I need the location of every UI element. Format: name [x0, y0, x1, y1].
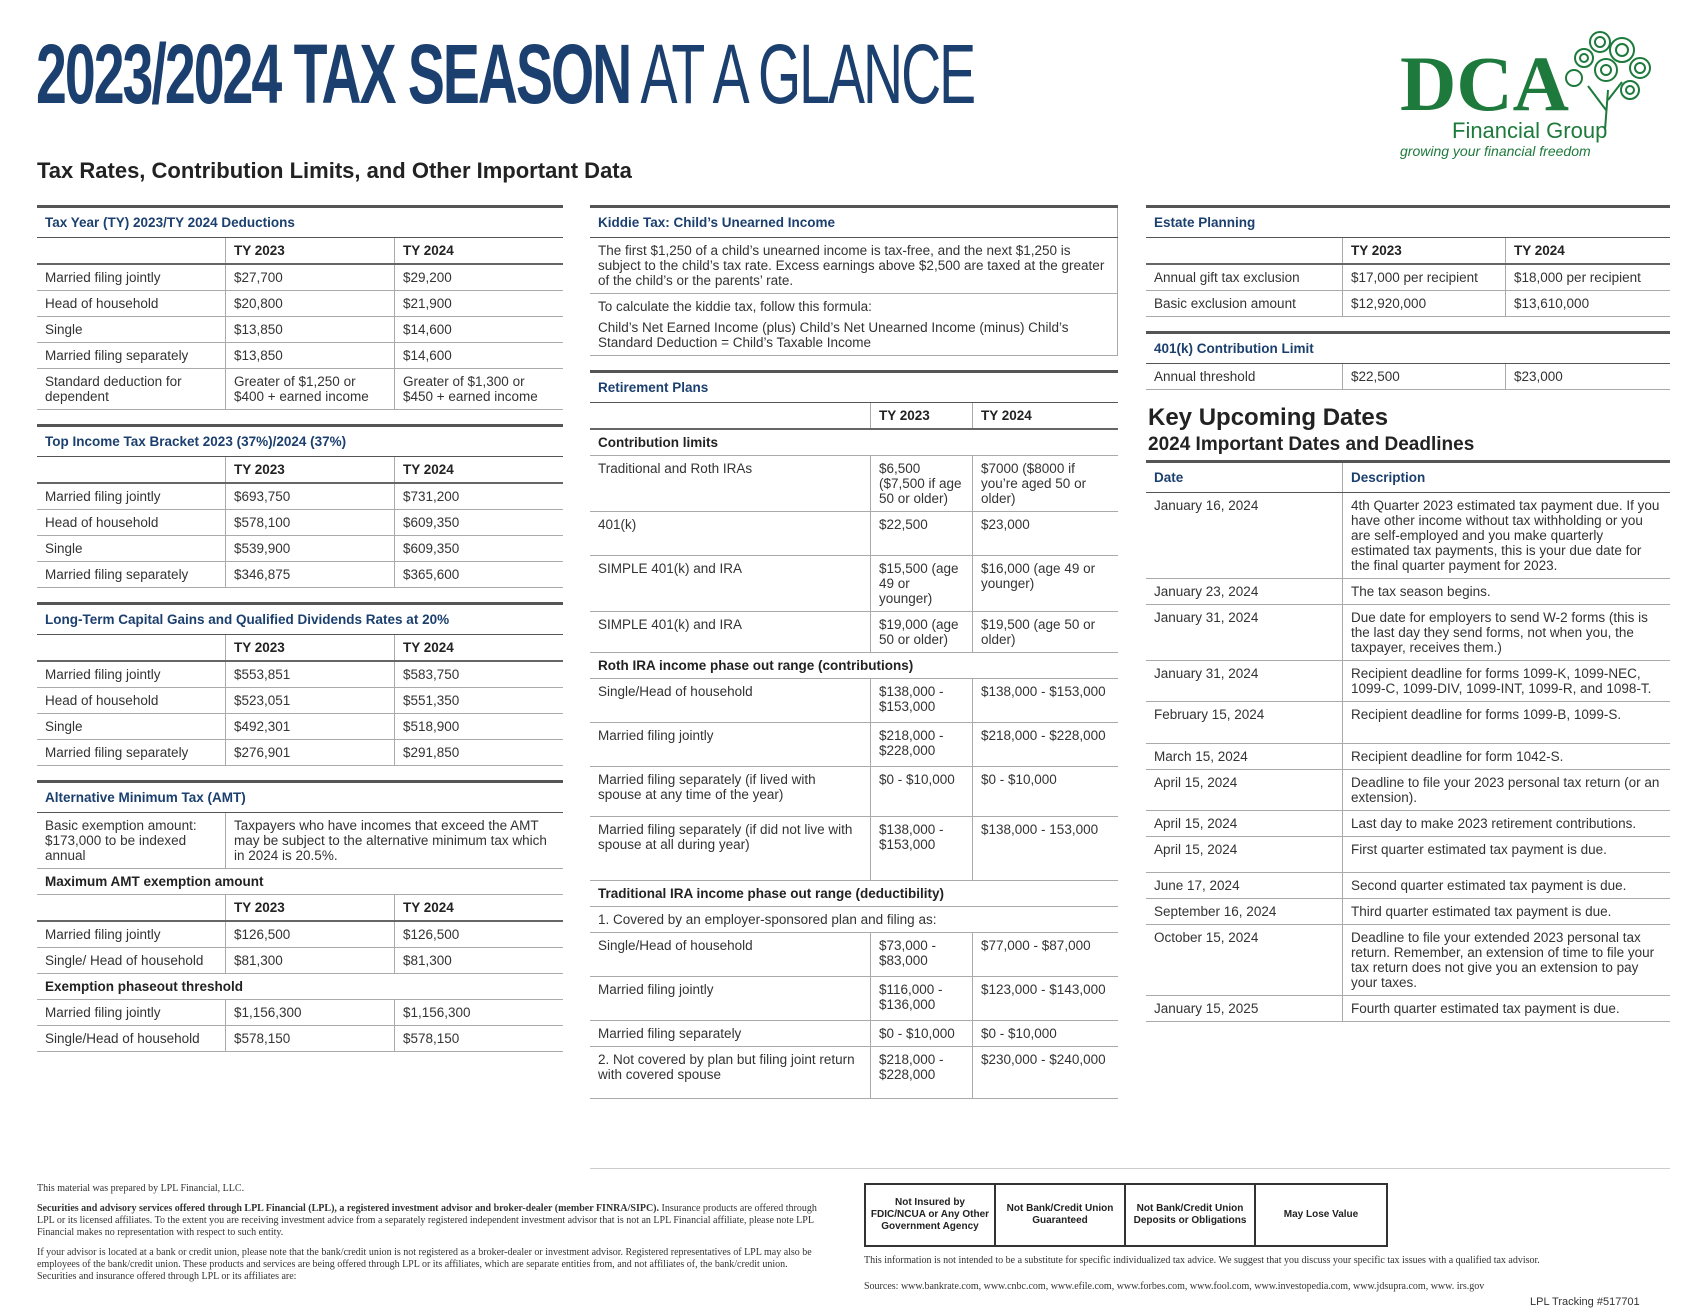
amt-heading: Alternative Minimum Tax (AMT) — [37, 782, 563, 813]
footer-left — [37, 1183, 827, 1291]
table-row: Single/Head of household $578,150 $578,150 — [37, 1026, 563, 1052]
estate-planning-table: Estate Planning TY 2023 TY 2024 Annual gift tax exclusion $17,000 per recipient $18,000 per recipient Basic exclusion amount $12,920,000 $13,610,000 — [1146, 205, 1670, 317]
amt-table: Alternative Minimum Tax (AMT) Basic exemption amount: $173,000 to be indexed annual Taxpayers who have incomes that exceed the AMT may be subject to the alternative minimum tax which in 2024 is 20.5%. Maximum AMT exemption amount TY 2023 TY 2024 Married filing jointly $126,500 $126,500 Single/ Head of household $81,300 $81,300 Exemption phaseout threshold Married filing jointly $1,156,300 $1,156,300 Single/Head of household $578,150 $578,150 — [37, 780, 563, 1052]
svg-text:growing your financial freedom: growing your financial freedom — [1400, 143, 1591, 159]
table-row: January 23, 2024 The tax season begins. — [1146, 579, 1670, 605]
tax-disclaimer: This information is not intended to be a substitute for specific individualized tax advice. We suggest that you discuss your specific tax issues with a qualified tax advisor. — [864, 1255, 1540, 1266]
table-row: 2. Not covered by plan but filing joint return with covered spouse $218,000 - $228,000 $230,000 - $240,000 — [590, 1047, 1118, 1099]
key-dates-subtitle: 2024 Important Dates and Deadlines — [1148, 434, 1475, 455]
401k-limit-table — [1146, 331, 1670, 390]
table-row: Head of household $20,800 $21,900 — [37, 291, 563, 317]
table-row: Married filing jointly $553,851 $583,750 — [37, 661, 563, 688]
estate-heading: Estate Planning — [1146, 207, 1670, 238]
table-row: Standard deduction for dependent Greater of $1,250 or $400 + earned income Greater of $1,300 or $450 + earned income — [37, 369, 563, 410]
table-row: Married filing separately $13,850 $14,600 — [37, 343, 563, 369]
badge-may-lose-value: May Lose Value — [1283, 1209, 1359, 1220]
table-row: Single/Head of household $73,000 - $83,000 $77,000 - $87,000 — [590, 933, 1118, 977]
table-row: Married filing jointly $218,000 - $228,000 $218,000 - $228,000 — [590, 723, 1118, 767]
footer-bank-note: If your advisor is located at a bank or credit union, please note that the bank/credit union is not registered as a broker-dealer or investment advisor. Registered representatives of LPL may also be employees of the bank/credit union. These products and services are being offered through LPL or its affiliates, which are separate entities from, and not affiliates of, the bank/credit union. Securities and insurance offered through LPL or its affiliates are: — [37, 1247, 812, 1282]
svg-text:Financial Group: Financial Group — [1452, 118, 1608, 143]
401k-heading: 401(k) Contribution Limit — [1146, 333, 1670, 364]
tracking-number: LPL Tracking #517701 — [1530, 1296, 1640, 1308]
kiddie-tax-table: Kiddie Tax: Child’s Unearned Income The first $1,250 of a child’s unearned income is tax-free, and the next $1,250 is subject to the child’s tax rate. Excess earnings above $2,500 are taxed at the greater of the child’s or the parents’ rate. To calculate the kiddie tax, follow this formula: Child’s Net Earned Income (plus) Child’s Net Unearned Income (minus) Child’s Standard Deduction = Child’s Taxable Income — [590, 205, 1118, 356]
retirement-table: Retirement Plans TY 2023 TY 2024 Contribution limits Traditional and Roth IRAs $6,500 ($7,500 if age 50 or older) $7000 ($8000 if you’re aged 50 or older) 401(k) $22,500 $23,000 SIMPLE 401(k) and IRA $15,500 (age 49 or younger) $16,000 (age 49 or younger) SIMPLE 401(k) and IRA $19,000 (age 50 or older) $19,500 (age 50 or older) Roth IRA income phase out range (contributions) Single/Head of household $138,000 - $153,000 $138,000 - $153,000 Married filing jointly $218,000 - $228,000 $218,000 - $228,000 Married filing separately (if lived with spouse at any time of the year) $0 - $10,000 $0 - $10,000 Married filing separately (if did not live with spouse at all during year) $138,000 - $153,000 $138,000 - 153,000 Traditional IRA income phase out range (deductibility) 1. Covered by an employer-sponsored plan and filing as: Single/Head of household $73,000 - $83,000 $77,000 - $87,000 Married filing jointly $116,000 - $136,000 $123,000 - $143,000 Married filing separately $0 - $10,000 $0 - $10,000 2. Not covered by plan but filing joint return with covered spouse $218,000 - $228,000 $230,000 - $240,000 — [590, 370, 1118, 1099]
deductions-table — [37, 205, 563, 410]
top-bracket-table: Top Income Tax Bracket 2023 (37%)/2024 (37%) TY 2023 TY 2024 Married filing jointly $693,750 $731,200 Head of household $578,100 $609,350 Single $539,900 $609,350 Married filing separately $346,875 $365,600 — [37, 424, 563, 588]
footer-prepared: This material was prepared by LPL Financial, LLC. — [37, 1183, 245, 1194]
table-row: Married filing jointly $693,750 $731,200 — [37, 483, 563, 510]
table-row: Annual gift tax exclusion $17,000 per recipient $18,000 per recipient — [1146, 264, 1670, 291]
capital-gains-heading: Long-Term Capital Gains and Qualified Dividends Rates at 20% — [37, 604, 563, 635]
table-row: Basic exclusion amount $12,920,000 $13,610,000 — [1146, 291, 1670, 317]
table-row: April 15, 2024 First quarter estimated tax payment is due. — [1146, 837, 1670, 873]
table-row: Head of household $523,051 $551,350 — [37, 688, 563, 714]
svg-text:DCA: DCA — [1400, 40, 1569, 127]
table-row: April 15, 2024 Deadline to file your 2023 personal tax return (or an extension). — [1146, 770, 1670, 811]
table-row: Basic exemption amount: $173,000 to be indexed annual Taxpayers who have incomes that exceed the AMT may be subject to the alternative minimum tax which in 2024 is 20.5%. — [37, 813, 563, 869]
col-ty2024: TY 2024 — [395, 238, 564, 265]
table-row: Single/ Head of household $81,300 $81,300 — [37, 948, 563, 974]
capital-gains-table: Long-Term Capital Gains and Qualified Dividends Rates at 20% TY 2023 TY 2024 Married filing jointly $553,851 $583,750 Head of household $523,051 $551,350 Single $492,301 $518,900 Married filing separately $276,901 $291,850 — [37, 602, 563, 766]
disclosure-badges — [864, 1183, 1388, 1247]
sources: Sources: www.bankrate.com, www.cnbc.com, www.efile.com, www.forbes.com, www.fool.com, www.investopedia.com, www.jdsupra.com, www. irs.gov — [864, 1281, 1485, 1292]
table-row: January 31, 2024 Due date for employers to send W-2 forms (this is the last day they send forms, not when you, the taxpayer, receives them.) — [1146, 605, 1670, 661]
left-column — [37, 205, 563, 1052]
key-dates-title: Key Upcoming Dates — [1148, 404, 1389, 431]
badge-not-deposits: Not Bank/Credit Union Deposits or Obligations — [1126, 1185, 1256, 1245]
table-row: June 17, 2024 Second quarter estimated tax payment is due. — [1146, 873, 1670, 899]
footer-securities: Securities and advisory services offered through LPL Financial (LPL), a registered investment advisor and broker-dealer (member FINRA/SIPC). Insurance products are offered through LPL or its licensed affiliates. To the extent you are receiving investment advice from a separately registered independent investment advisor that is not an LPL Financial affiliate, please note LPL Financial makes no representation with respect to such entity. — [37, 1203, 817, 1238]
table-row: September 16, 2024 Third quarter estimated tax payment is due. — [1146, 899, 1670, 925]
key-dates-table: Date Description January 16, 2024 4th Quarter 2023 estimated tax payment due. If you have other income without tax withholding or you are self-employed and you make quarterly estimated tax payments, this is your due date for the final quarter payment for 2023. January 23, 2024 The tax season begins. January 31, 2024 Due date for employers to send W-2 forms (this is the last day they send forms, not when you, the taxpayer, receives them.) January 31, 2024 Recipient deadline for forms 1099-K, 1099-NEC, 1099-C, 1099-DIV, 1099-INT, 1099-R, and 1098-T. February 15, 2024 Recipient deadline for forms 1099-B, 1099-S. March 15, 2024 Recipient deadline for form 1042-S. April 15, 2024 Deadline to file your 2023 personal tax return (or an extension). April 15, 2024 Last day to make 2023 retirement contributions. April 15, 2024 First quarter estimated tax payment is due. June 17, 2024 Second quarter estimated tax payment is due. September 16, 2024 Third quarter estimated tax payment is due. October 15, 2024 Deadline to file your extended 2023 personal tax return. Remember, an extension of time to file your tax return does not give you an extension to pay your taxes. January 15, 2025 Fourth quarter estimated tax payment is due. — [1146, 460, 1670, 1022]
table-row: January 15, 2025 Fourth quarter estimated tax payment is due. — [1146, 996, 1670, 1022]
kiddie-heading: Kiddie Tax: Child’s Unearned Income — [590, 207, 1118, 238]
table-row: Single/Head of household $138,000 - $153,000 $138,000 - $153,000 — [590, 679, 1118, 723]
right-column — [1146, 205, 1670, 1022]
table-row: Single $13,850 $14,600 — [37, 317, 563, 343]
table-row: January 31, 2024 Recipient deadline for forms 1099-K, 1099-NEC, 1099-C, 1099-DIV, 1099-INT, 1099-R, and 1098-T. — [1146, 661, 1670, 702]
table-row: Married filing separately $346,875 $365,600 — [37, 562, 563, 588]
deductions-heading: Tax Year (TY) 2023/TY 2024 Deductions — [37, 207, 563, 238]
table-row: Married filing jointly $126,500 $126,500 — [37, 921, 563, 948]
table-row: SIMPLE 401(k) and IRA $19,000 (age 50 or older) $19,500 (age 50 or older) — [590, 612, 1118, 653]
page-subtitle: Tax Rates, Contribution Limits, and Other Important Data — [37, 158, 632, 183]
badge-not-guaranteed: Not Bank/Credit Union Guaranteed — [996, 1185, 1126, 1245]
title-light: AT A GLANCE — [640, 27, 975, 121]
table-row: October 15, 2024 Deadline to file your extended 2023 personal tax return. Remember, an extension of time to file your tax return does not give you an extension to pay your taxes. — [1146, 925, 1670, 996]
table-row: Married filing separately $276,901 $291,850 — [37, 740, 563, 766]
table-row: Married filing jointly $27,700 $29,200 — [37, 264, 563, 291]
dca-logo — [1400, 20, 1660, 170]
table-row: SIMPLE 401(k) and IRA $15,500 (age 49 or younger) $16,000 (age 49 or younger) — [590, 556, 1118, 612]
table-row: Single $539,900 $609,350 — [37, 536, 563, 562]
badge-not-insured: Not Insured by FDIC/NCUA or Any Other Government Agency — [866, 1185, 996, 1245]
title-bold: 2023/2024 TAX SEASON — [36, 27, 631, 121]
middle-column — [590, 205, 1118, 1099]
table-row: Married filing jointly $1,156,300 $1,156,300 — [37, 1000, 563, 1026]
footer-divider — [590, 1168, 1670, 1169]
table-row: Married filing separately (if lived with spouse at any time of the year) $0 - $10,000 $0 - $10,000 — [590, 767, 1118, 817]
table-row: February 15, 2024 Recipient deadline for forms 1099-B, 1099-S. — [1146, 702, 1670, 744]
table-row: Married filing separately $0 - $10,000 $0 - $10,000 — [590, 1021, 1118, 1047]
table-row: Married filing separately (if did not live with spouse at all during year) $138,000 - $153,000 $138,000 - 153,000 — [590, 817, 1118, 881]
table-row: Single $492,301 $518,900 — [37, 714, 563, 740]
col-ty2023: TY 2023 — [226, 238, 395, 265]
table-row: January 16, 2024 4th Quarter 2023 estimated tax payment due. If you have other income without tax withholding or you are self-employed and you make quarterly estimated tax payments, this is your due date for the final quarter payment for 2023. — [1146, 493, 1670, 579]
table-row: 401(k) $22,500 $23,000 — [590, 512, 1118, 556]
table-row: March 15, 2024 Recipient deadline for form 1042-S. — [1146, 744, 1670, 770]
table-row: Married filing jointly $116,000 - $136,000 $123,000 - $143,000 — [590, 977, 1118, 1021]
table-row: Head of household $578,100 $609,350 — [37, 510, 563, 536]
table-row: Traditional and Roth IRAs $6,500 ($7,500 if age 50 or older) $7000 ($8000 if you’re aged 50 or older) — [590, 456, 1118, 512]
top-bracket-heading: Top Income Tax Bracket 2023 (37%)/2024 (37%) — [37, 426, 563, 457]
page-title — [36, 18, 974, 131]
retirement-heading: Retirement Plans — [590, 372, 1118, 403]
table-row: April 15, 2024 Last day to make 2023 retirement contributions. — [1146, 811, 1670, 837]
table-row: Annual threshold $22,500 $23,000 — [1146, 364, 1670, 390]
